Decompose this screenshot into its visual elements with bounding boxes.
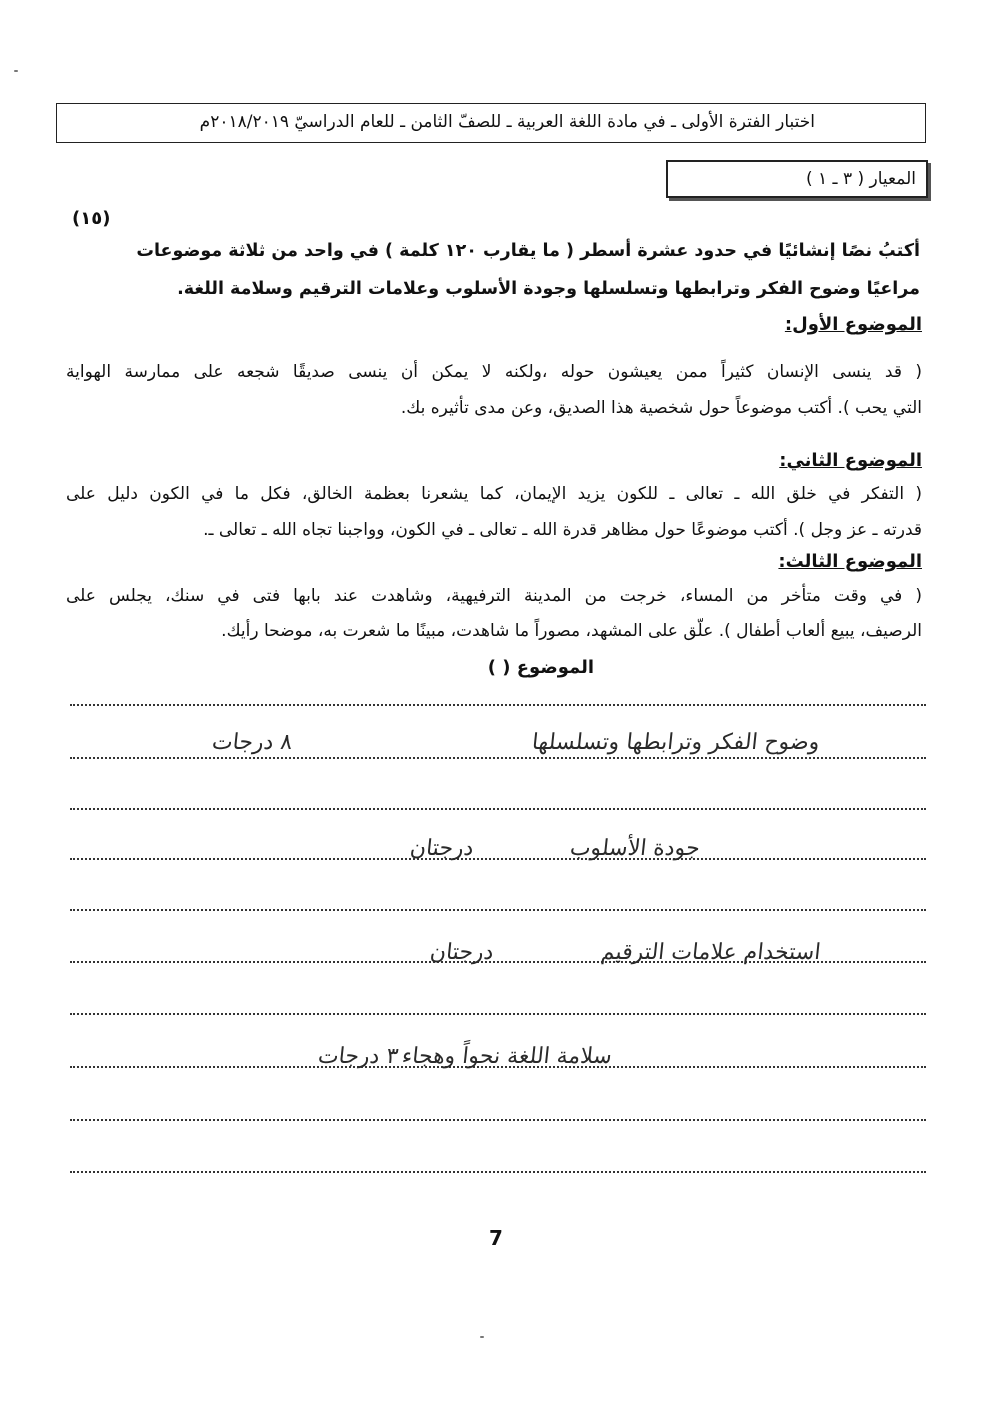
topic-1-heading: الموضوع الأول: [784,314,922,335]
writing-line[interactable] [70,757,926,759]
handwritten-score-4: ٣ درجات [316,1044,400,1069]
scan-speck [480,1336,484,1338]
exam-header-box [56,103,926,143]
handwritten-score-2: درجتان [408,836,475,861]
writing-line[interactable] [70,1013,926,1015]
handwritten-criterion-4: سلامة اللغة نحواً وهجاء [400,1044,614,1069]
topic-3-line-2: الرصيف، يبيع ألعاب أطفال ). علّق على المشهد، مصوراً ما شاهدت، مبينًا ما شعرت به، موضحا رأيك. [221,621,922,641]
topic-3-line-1: ( في وقت متأخر من المساء، خرجت من المدينة الترفيهية، وشاهدت عند بابها فتى في سنك، يجلس على [66,586,922,606]
instruction-line-2: مراعيًا وضوح الفكر وترابطها وتسلسلها وجودة الأسلوب وعلامات الترقيم وسلامة اللغة. [177,279,920,299]
topic-choice-field[interactable]: الموضوع ( ) [487,657,594,678]
topic-1-line-1: ( قد ينسى الإنسان كثيراً ممن يعيشون حوله ،ولكنه لا يمكن أن ينسى صديقًا شجعه على ممارسة الهواية [66,362,922,382]
writing-line[interactable] [70,704,926,706]
topic-2-line-2: قدرته ـ عز وجل ). أكتب موضوعًا حول مظاهر قدرة الله ـ تعالى ـ في الكون، وواجبنا تجاه الله ـ تعالى ـ. [203,520,922,540]
topic-3-heading: الموضوع الثالث: [778,551,922,572]
handwritten-score-3: درجتان [428,940,495,965]
writing-line[interactable] [70,1171,926,1173]
handwritten-criterion-1: وضوح الفكر وترابطها وتسلسلها [531,730,822,755]
topic-2-heading: الموضوع الثاني: [779,450,922,471]
instruction-line-1: أكتبُ نصًا إنشائيًا في حدود عشرة أسطر ( ما يقارب ١٢٠ كلمة ) في واحد من ثلاثة موضوعات [136,241,920,261]
writing-line[interactable] [70,858,926,860]
writing-line[interactable] [70,808,926,810]
total-score: (١٥) [72,208,111,229]
topic-1-line-2: التي يحب ). أكتب موضوعاً حول شخصية هذا الصديق، وعن مدى تأثيره بك. [400,398,922,418]
exam-title: اختبار الفترة الأولى ـ في مادة اللغة العربية ـ للصفّ الثامن ـ للعام الدراسيّ ٢٠١٨/٢٠١٩م [199,112,815,132]
writing-line[interactable] [70,909,926,911]
criterion-box [666,160,928,198]
topic-2-line-1: ( التفكر في خلق الله ـ تعالى ـ للكون يزيد الإيمان، كما يشعرنا بعظمة الخالق، فكل ما في الكون دليل على [66,484,922,504]
criterion-label: المعيار ( ٣ ـ ١ ) [805,169,916,189]
handwritten-criterion-2: جودة الأسلوب [568,836,702,861]
writing-line[interactable] [70,1119,926,1121]
page-number: 7 [489,1226,503,1250]
handwritten-score-1: ٨ درجات [210,730,294,755]
scan-speck [14,70,18,72]
handwritten-criterion-3: استخدام علامات الترقيم [599,940,822,965]
